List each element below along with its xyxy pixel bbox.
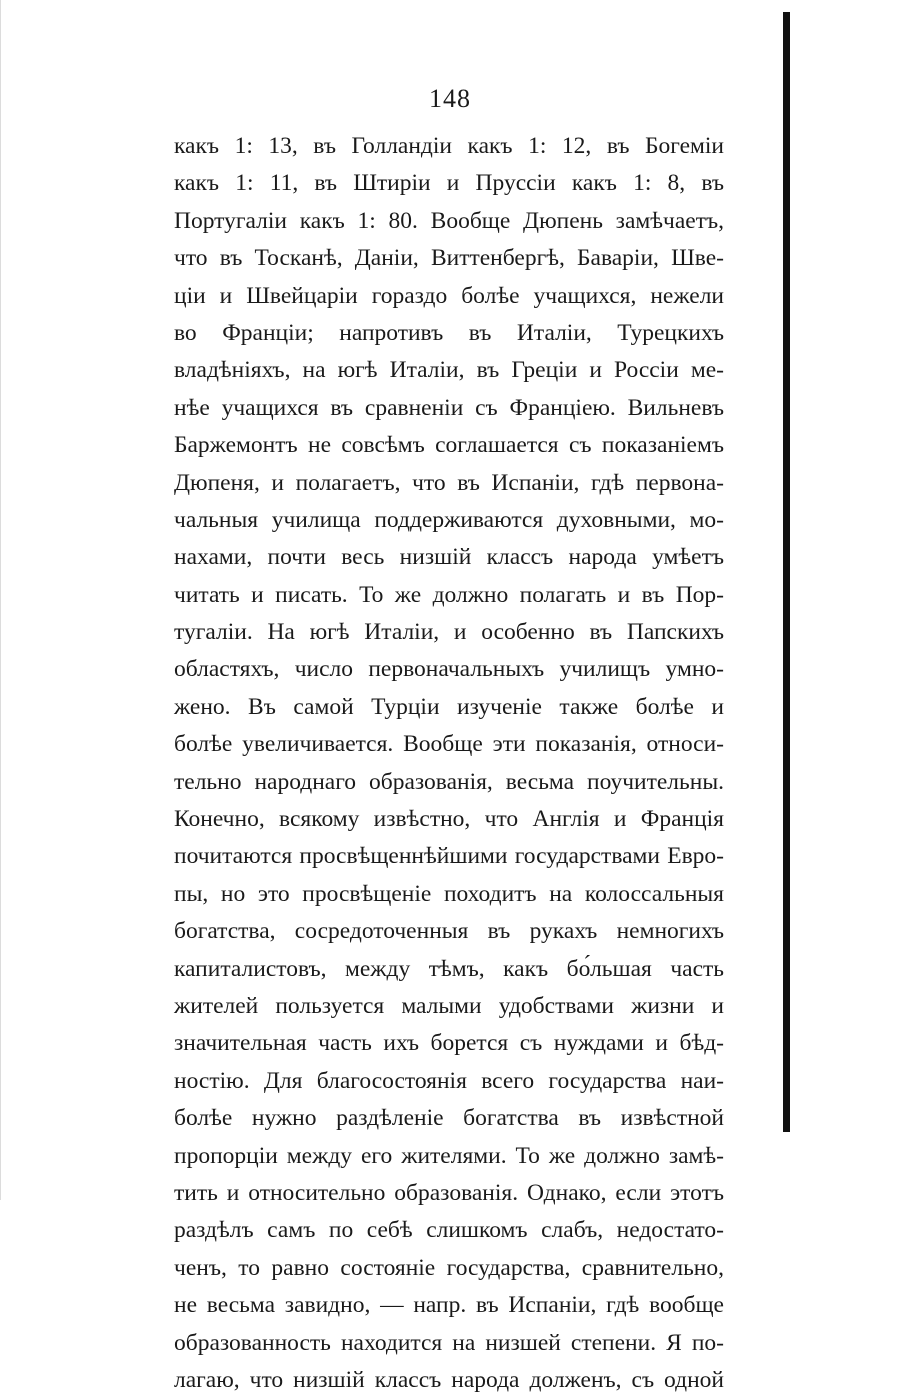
text-line: пы, но это просвѣщеніе походитъ на колоссальныя xyxy=(174,880,724,907)
text-line: значительная часть ихъ борется съ нуждами и бѣд- xyxy=(174,1030,724,1057)
body-text xyxy=(174,128,724,1399)
text-line: ченъ, то равно состояніе государства, сравнительно, xyxy=(174,1254,724,1281)
text-line: капиталистовъ, между тѣмъ, какъ бо́льшая часть xyxy=(174,955,724,982)
text-line: чальныя училища поддерживаются духовными, мо- xyxy=(174,506,724,533)
text-line: что въ Тосканѣ, Даніи, Виттенбергѣ, Баваріи, Шве- xyxy=(174,245,724,272)
text-line: тельно народнаго образованія, весьма поучительны. xyxy=(174,768,724,795)
page-number: 148 xyxy=(429,84,471,113)
text-line: владѣніяхъ, на югѣ Италіи, въ Греціи и Россіи ме- xyxy=(174,357,724,384)
text-line: лагаю, что низшій классъ народа долженъ, съ одной xyxy=(174,1366,724,1393)
text-line: Конечно, всякому извѣстно, что Англія и Франція xyxy=(174,806,724,833)
text-line: жено. Въ самой Турціи изученіе также болѣе и xyxy=(174,693,724,720)
text-line: Португаліи какъ 1: 80. Вообще Дюпень замѣчаетъ, xyxy=(174,207,724,234)
text-line: тугаліи. На югѣ Италіи, и особенно въ Папскихъ xyxy=(174,619,724,646)
text-line: какъ 1: 13, въ Голландіи какъ 1: 12, въ Богеміи xyxy=(174,133,724,159)
text-line: болѣе увеличивается. Вообще эти показанія, относи- xyxy=(174,731,724,758)
text-line: нахами, почти весь низшій классъ народа умѣетъ xyxy=(174,544,724,571)
text-line: богатства, сосредоточенныя въ рукахъ немногихъ xyxy=(174,918,724,945)
text-line: Баржемонтъ не совсѣмъ соглашается съ показаніемъ xyxy=(174,432,724,459)
text-line: пропорціи между его жителями. То же должно замѣ- xyxy=(174,1142,724,1169)
text-line: тить и относительно образованія. Однако, если этотъ xyxy=(174,1179,724,1206)
text-line: болѣе нужно раздѣленіе богатства въ извѣстной xyxy=(174,1105,724,1132)
text-line: читать и писать. То же должно полагать и въ Пор- xyxy=(174,581,724,608)
text-line: ціи и Швейцаріи гораздо болѣе учащихся, нежели xyxy=(174,282,724,309)
text-line: какъ 1: 11, въ Штиріи и Пруссіи какъ 1: 8, въ xyxy=(174,170,724,197)
text-line: Дюпеня, и полагаетъ, что въ Испаніи, гдѣ первона- xyxy=(174,469,724,496)
scan-edge-shadow xyxy=(783,12,790,1132)
text-line: почитаются просвѣщеннѣйшими государствами Евро- xyxy=(174,843,724,870)
text-line: не весьма завидно, — напр. въ Испаніи, гдѣ вообще xyxy=(174,1292,724,1319)
text-line: ностію. Для благосостоянія всего государства наи- xyxy=(174,1067,724,1094)
text-line: жителей пользуется малыми удобствами жизни и xyxy=(174,992,724,1019)
text-line: областяхъ, число первоначальныхъ училищъ умно- xyxy=(174,656,724,683)
text-line: во Франціи; напротивъ въ Италіи, Турецкихъ xyxy=(174,319,724,346)
text-line: раздѣлъ самъ по себѣ слишкомъ слабъ, недостато- xyxy=(174,1217,724,1244)
text-line: образованность находится на низшей степени. Я по- xyxy=(174,1329,724,1356)
text-line: нѣе учащихся въ сравненіи съ Франціею. Вильневъ xyxy=(174,394,724,421)
